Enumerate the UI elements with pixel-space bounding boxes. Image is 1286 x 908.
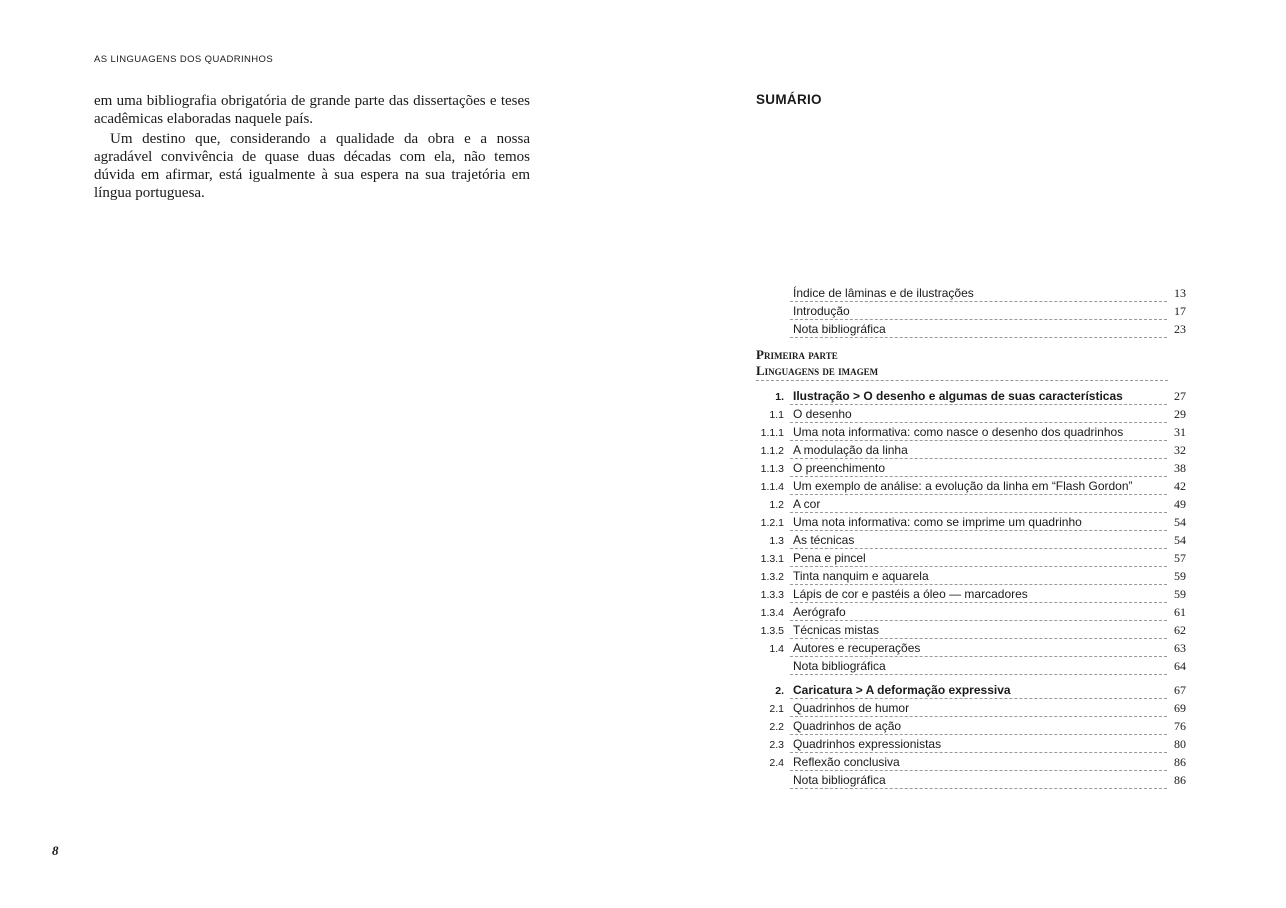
toc-entry (756, 657, 1186, 675)
paragraph: em uma bibliografia obrigatória de grande parte das dissertações e teses acadêmicas elaboradas naquele país. (94, 93, 530, 127)
part-rule (756, 380, 1168, 381)
toc-leader-rule (790, 674, 1167, 675)
toc-entry-title: A cor (793, 497, 821, 511)
toc-entry-page: 54 (1174, 515, 1186, 529)
toc-entry-title: Caricatura > A deformação expressiva (793, 683, 1011, 697)
toc-entry-number: 1.2 (769, 499, 784, 511)
toc-entry-number: 1.3.5 (760, 625, 784, 637)
part-heading (756, 347, 1168, 379)
toc-entry (756, 549, 1186, 567)
toc-entry-page: 63 (1174, 641, 1186, 655)
toc-entry-number: 1.1.3 (760, 463, 784, 475)
toc-entry-number: 1.1.2 (760, 445, 784, 457)
toc-entry (756, 441, 1186, 459)
toc-entry (756, 387, 1186, 405)
toc-entry (756, 405, 1186, 423)
toc-entry-page: 38 (1174, 461, 1186, 475)
toc-entry-title: Lápis de cor e pastéis a óleo — marcadores (793, 587, 1028, 601)
toc-entry-page: 29 (1174, 407, 1186, 421)
toc-entry (756, 495, 1186, 513)
toc-entry-number: 2.3 (769, 739, 784, 751)
toc-entry-page: 23 (1174, 322, 1186, 336)
toc-entry-number: 1.3.4 (760, 607, 784, 619)
toc-entry (756, 284, 1186, 302)
toc-entry-title: Aerógrafo (793, 605, 846, 619)
toc-entry-title: Técnicas mistas (793, 623, 880, 637)
toc-entry-title: Quadrinhos de humor (793, 701, 910, 715)
toc-entry-page: 62 (1174, 623, 1186, 637)
toc-entry-title: Pena e pincel (793, 551, 866, 565)
toc-entry-title: O desenho (793, 407, 852, 421)
toc-entry-number: 1.1 (769, 409, 784, 421)
toc-title: SUMÁRIO (756, 92, 822, 107)
toc-entry-title: Nota bibliográfica (793, 773, 886, 787)
toc-entry-page: 86 (1174, 755, 1186, 769)
body-text (94, 92, 530, 204)
toc-entry-page: 80 (1174, 737, 1186, 751)
toc-entry (756, 513, 1186, 531)
part-label: Primeira parte (756, 347, 838, 362)
toc-entry-number: 1.2.1 (760, 517, 784, 529)
toc-entry-page: 54 (1174, 533, 1186, 547)
toc-entry (756, 477, 1186, 495)
toc-entry-page: 32 (1174, 443, 1186, 457)
toc-entry (756, 320, 1186, 338)
toc-entry (756, 603, 1186, 621)
toc-entry (756, 302, 1186, 320)
toc-entry (756, 585, 1186, 603)
toc-entry-page: 59 (1174, 569, 1186, 583)
toc-entry (756, 771, 1186, 789)
toc-entry (756, 531, 1186, 549)
toc-entry (756, 699, 1186, 717)
toc-entry-number: 1.3.3 (760, 589, 784, 601)
toc-entry-title: As técnicas (793, 533, 855, 547)
toc-entry (756, 753, 1186, 771)
toc-entry-number: 2.1 (769, 703, 784, 715)
paragraph: Um destino que, considerando a qualidade da obra e a nossa agradável convivência de quase duas décadas com ela, não temos dúvida em afirmar, está igualmente à sua espera na sua trajetória em língua portuguesa. (94, 131, 530, 201)
toc-entry (756, 717, 1186, 735)
toc-entry-number: 2.4 (769, 757, 784, 769)
toc-entry-number: 2.2 (769, 721, 784, 733)
toc-entry-title: A modulação da linha (793, 443, 908, 457)
toc-leader-rule (790, 337, 1167, 338)
toc-entry-page: 86 (1174, 773, 1186, 787)
toc-entry-page: 61 (1174, 605, 1186, 619)
toc-entry-page: 49 (1174, 497, 1186, 511)
toc-entry-page: 64 (1174, 659, 1186, 673)
toc-entry-title: Reflexão conclusiva (793, 755, 900, 769)
toc-entry (756, 681, 1186, 699)
toc-entry-page: 69 (1174, 701, 1186, 715)
toc-entry-page: 27 (1174, 389, 1186, 403)
toc-entry (756, 621, 1186, 639)
toc-entry-number: 2. (775, 685, 784, 697)
toc-entry-number: 1. (775, 391, 784, 403)
toc-entry-page: 67 (1174, 683, 1186, 697)
toc-entry-title: Quadrinhos de ação (793, 719, 902, 733)
toc-entry-title: Nota bibliográfica (793, 322, 886, 336)
running-header: AS LINGUAGENS DOS QUADRINHOS (94, 54, 274, 65)
toc-entry-page: 57 (1174, 551, 1186, 565)
toc-leader-rule (790, 788, 1167, 789)
toc-entry (756, 735, 1186, 753)
toc-entry-number: 1.1.4 (760, 481, 784, 493)
toc-entry-number: 1.3.2 (760, 571, 784, 583)
toc-entry-page: 59 (1174, 587, 1186, 601)
toc-entry-number: 1.3 (769, 535, 784, 547)
toc-entry-title: Autores e recuperações (793, 641, 921, 655)
toc-entry-title: Nota bibliográfica (793, 659, 886, 673)
toc-entry-title: Uma nota informativa: como nasce o desenho dos quadrinhos (793, 425, 1124, 439)
page-number: 8 (52, 843, 59, 858)
toc-entry-title: Ilustração > O desenho e algumas de suas características (793, 389, 1123, 403)
toc-entry-page: 17 (1174, 304, 1186, 318)
toc-entry-title: Um exemplo de análise: a evolução da linha em “Flash Gordon” (793, 479, 1133, 493)
toc-entry (756, 459, 1186, 477)
toc-entry-page: 42 (1174, 479, 1186, 493)
toc-entry-number: 1.1.1 (760, 427, 784, 439)
toc-entry-title: Tinta nanquim e aquarela (793, 569, 929, 583)
toc-entry-title: Introdução (793, 304, 850, 318)
toc-entry (756, 567, 1186, 585)
toc-entry-title: Índice de lâminas e de ilustrações (793, 286, 974, 300)
part-title: Linguagens de imagem (756, 363, 879, 378)
toc-entry-page: 76 (1174, 719, 1186, 733)
toc-entry-title: Uma nota informativa: como se imprime um quadrinho (793, 515, 1082, 529)
toc-entry (756, 639, 1186, 657)
toc-entry (756, 423, 1186, 441)
toc-entry-page: 13 (1174, 286, 1186, 300)
toc-entry-number: 1.4 (769, 643, 784, 655)
toc-entry-title: Quadrinhos expressionistas (793, 737, 942, 751)
toc-entry-title: O preenchimento (793, 461, 886, 475)
right-page (643, 0, 1286, 908)
toc-entry-number: 1.3.1 (760, 553, 784, 565)
toc-entry-page: 31 (1174, 425, 1186, 439)
